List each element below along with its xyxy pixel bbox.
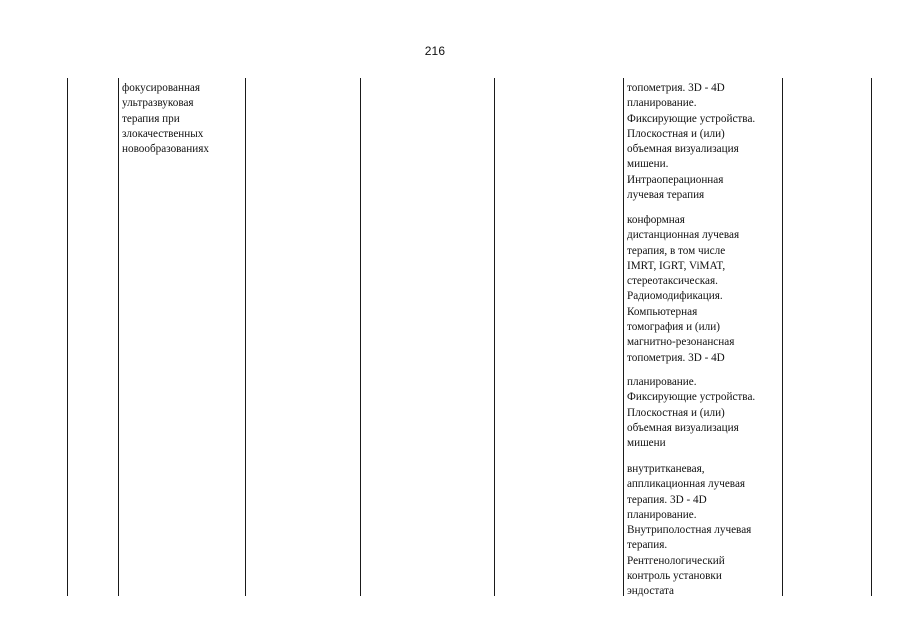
table-cell-method-name: фокусированная ультразвуковая терапия при злокачественных новообразованиях — [122, 82, 209, 156]
table-column-border — [118, 78, 119, 596]
table-cell-treatment-block: конформная дистанционная лучевая терапия, в том числе IMRT, IGRT, ViMAT, стереотаксическая. Радиомодификация. Компьютерная томография и (или) магнитно-резонансная топометрия. 3D - 4D — [627, 214, 740, 364]
table-column-border — [494, 78, 495, 596]
table-column-border — [67, 78, 68, 596]
table-cell-treatment-block: планирование. Фиксирующие устройства. Плоскостная и (или) объемная визуализация мишени — [627, 376, 756, 450]
table-column-border — [782, 78, 783, 596]
table-column-border — [245, 78, 246, 596]
page-number: 216 — [424, 44, 446, 58]
table-column-border — [360, 78, 361, 596]
table-column-border — [623, 78, 624, 596]
table-column-border — [871, 78, 872, 596]
table-cell-treatment-block: внутритканевая, аппликационная лучевая терапия. 3D - 4D планирование. Внутриполостная лучевая терапия. Рентгенологический контроль установки эндостата — [627, 463, 752, 598]
table-cell-treatment-block: топометрия. 3D - 4D планирование. Фиксирующие устройства. Плоскостная и (или) объемная визуализация мишени. Интраоперационная лучевая терапия — [627, 82, 756, 202]
